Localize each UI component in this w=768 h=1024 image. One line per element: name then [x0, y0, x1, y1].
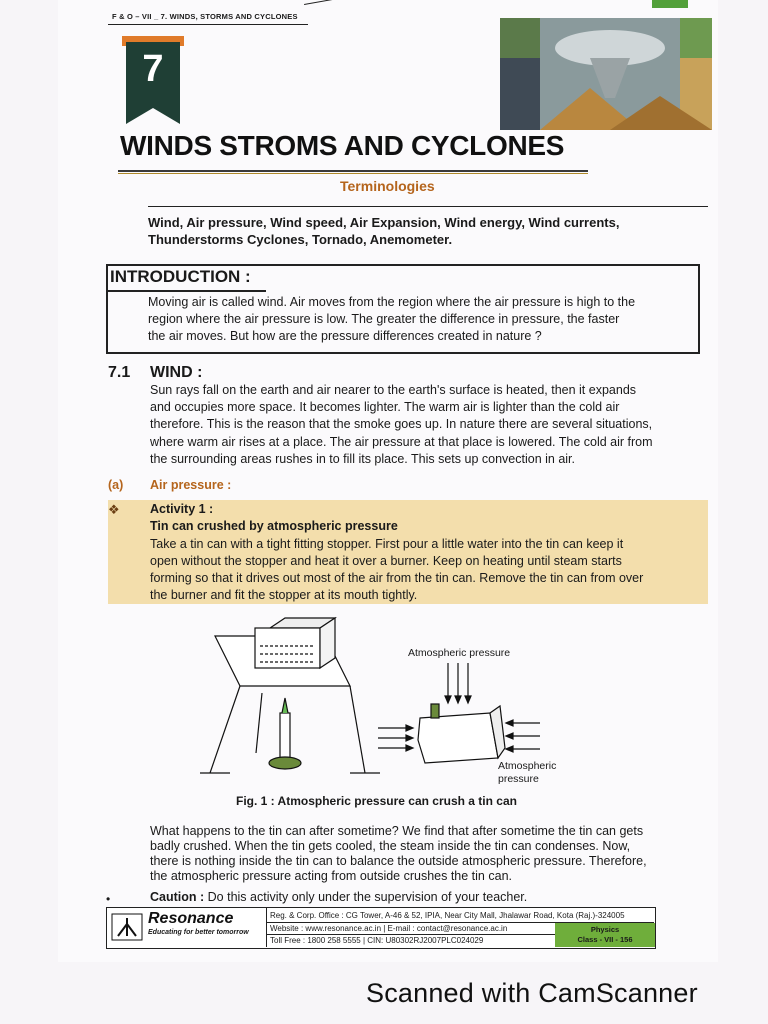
- terminologies-heading: Terminologies: [340, 178, 435, 194]
- tin-can-on-stand-icon: [200, 618, 380, 773]
- figure-caption: Fig. 1 : Atmospheric pressure can crush a tin can: [236, 794, 517, 808]
- subject-label: Physics: [590, 925, 620, 934]
- footer-office: Reg. & Corp. Office : CG Tower, A-46 & 52, IPIA, Near City Mall, Jhalawar Road, Kota (Raj.)-324005: [270, 911, 625, 920]
- figure-label-right: Atmospheric: [498, 760, 557, 772]
- subsection-label: (a): [108, 478, 124, 492]
- scanner-watermark: Scanned with CamScanner: [366, 978, 698, 1008]
- running-head: F & O – VII _ 7. WINDS, STORMS AND CYCLONES: [112, 12, 298, 21]
- section-text: [150, 382, 700, 468]
- figure-label-top: Atmospheric pressure: [408, 647, 511, 659]
- introduction-underline: [106, 290, 266, 292]
- chapter-title: WINDS STROMS AND CYCLONES: [120, 130, 565, 161]
- intro-line: Moving air is called wind. Air moves from the region where the air pressure is high to the: [148, 295, 636, 309]
- result-line: What happens to the tin can after sometime? We find that after sometime the tin can gets: [150, 824, 644, 838]
- activity-line: open without the stopper and heat it over a burner. Keep on heating until steam starts: [150, 554, 622, 568]
- introduction-text: [148, 294, 688, 345]
- activity-text: [150, 536, 700, 604]
- activity-line: the burner and fit the stopper at its mouth tightly.: [150, 588, 418, 602]
- chapter-number: 7: [142, 48, 164, 90]
- footer-tagline: Educating for better tomorrow: [148, 929, 249, 936]
- caution-label: Caution :: [150, 890, 205, 904]
- header-rule: [108, 24, 308, 25]
- terminologies-rule: [148, 206, 708, 207]
- title-rule-accent: [118, 173, 588, 174]
- section-line: therefore. This is the reason that the smoke goes up. In nature there are several situations,: [150, 417, 653, 432]
- subsection-title: Air pressure :: [150, 478, 232, 492]
- result-paragraph: [150, 824, 680, 884]
- result-line: there is nothing inside the tin can to balance the outside atmospheric pressure. Therefore,: [150, 854, 647, 868]
- activity-line: Take a tin can with a tight fitting stopper. First pour a little water into the tin can keep it: [150, 537, 624, 551]
- crushed-can-icon: [418, 704, 505, 763]
- intro-line: region where the air pressure is low. The greater the difference in pressure, the faster: [148, 312, 620, 326]
- caution-text: Do this activity only under the supervision of your teacher.: [204, 890, 528, 904]
- bullet-icon: •: [106, 892, 111, 906]
- section-line: where warm air rises at a place. The air pressure at that place is lowered. The cold air from: [150, 434, 653, 449]
- section-title: WIND :: [150, 364, 203, 381]
- section-line: Sun rays fall on the earth and air nearer to the earth's surface is heated, then it expands: [150, 383, 637, 397]
- section-number: 7.1: [108, 364, 131, 381]
- footer-web: Website : www.resonance.ac.in | E-mail : contact@resonance.ac.in: [270, 924, 508, 933]
- diamond-bullet-icon: ❖: [108, 502, 120, 517]
- footer-logo-text: Resonance: [148, 910, 234, 927]
- terminologies-list: [148, 214, 708, 248]
- terms-line: Wind, Air pressure, Wind speed, Air Expansion, Wind energy, Wind currents,: [148, 215, 620, 230]
- title-rule: [118, 170, 588, 172]
- result-line: badly crushed. When the tin gets cooled, the steam inside the tin can condenses. Now,: [150, 839, 631, 853]
- section-line: the surrounding areas rushes in to fill its place. This sets up convection in air.: [150, 451, 575, 466]
- activity-title: Activity 1 :: [150, 502, 214, 516]
- figure-label-right: pressure: [498, 773, 539, 785]
- storm-illustration: [500, 18, 712, 130]
- footer-divider: [266, 908, 267, 947]
- intro-line: the air moves. But how are the pressure differences created in nature ?: [148, 329, 542, 343]
- footer-tollfree: Toll Free : 1800 258 5555 | CIN: U80302RJ2007PLC024029: [270, 936, 484, 945]
- activity-subtitle: Tin can crushed by atmospheric pressure: [150, 519, 398, 533]
- section-line: and occupies more space. It becomes lighter. The warm air is lighter than the cold air: [150, 400, 620, 415]
- activity-line: forming so that it drives out most of the air from the tin can. Remove the tin can from over: [150, 571, 644, 585]
- corner-tab: [652, 0, 688, 8]
- result-line: the atmospheric pressure acting from outside crushes the tin can.: [150, 869, 512, 883]
- introduction-heading: INTRODUCTION :: [110, 267, 251, 286]
- class-page-label: Class - VII - 156: [577, 935, 633, 944]
- caution-note: [150, 890, 527, 904]
- terms-line: Thunderstorms Cyclones, Tornado, Anemometer.: [148, 232, 453, 247]
